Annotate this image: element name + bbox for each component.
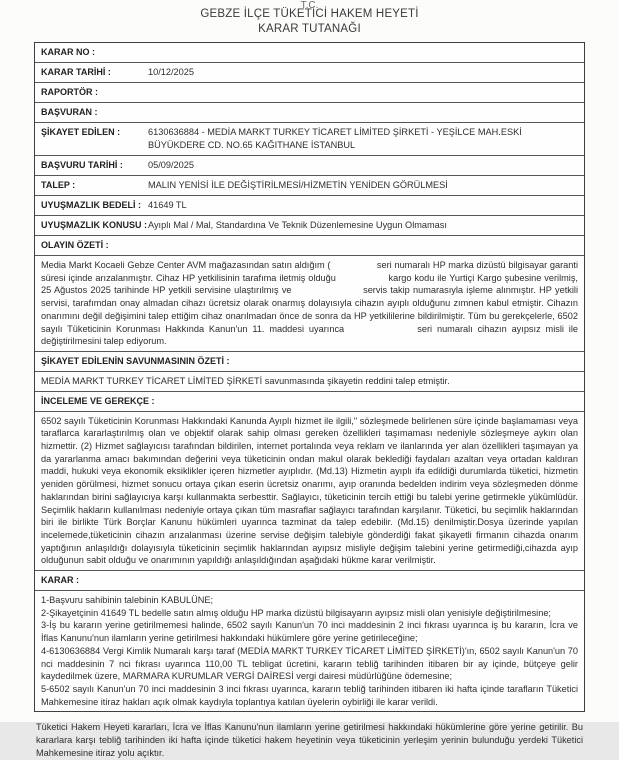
inceleme-paragraph: 6502 sayılı Tüketicinin Korunması Hakkındaki Kanunda Ayıplı hizmet ile ilgili," sözleşmede belirlenen süre içinde başlamaması veya taraflarca kararlaştırılmış olan ve objektif olarak sahip olması gereken özellikleri taşımaması nedeniyle sözleşmeye aykırı olan hizmettir. (2) Hizmet sağlayıcısı tarafından bildirilen, internet portalında veya reklam ve ilanlarında yer alan özellikleri taşımayan ya da yararlanma amacı bakımından değerini veya tüketicinin ondan makul olarak beklediği faydaları azaltan veya ortadan kaldıran maddi, hukuki veya ekonomik eksiklikler içeren hizmetler ayıplıdır. (Md.13) Hizmetin ayıplı ifa edildiği durumlarda tüketici, hizmetin yeniden görülmesi, hizmet sonucu ortaya çıkan eserin ücretsiz onarımı, ayıp oranında bedelden indirim veya sözleşmeden dönme haklarından birini sağlayıcıya karşı kullanmakta serbesttir. Sağlayıcı, tüketicinin tercih ettiği bu talebi yerine getirmekle yükümlüdür. Seçimlik hakların kullanılması nedeniyle ortaya çıkan tüm masraflar sağlayıcı tarafından karşılanır. Tüketici, bu seçimlik haklarından biri ile birlikte Türk Borçlar Kanunu hükümleri uyarınca tazminat da talep edebilir. (Md.15) denilmiştir.Dosya üzerinde yapılan incelemede,tüketicinin cihazın arızalanması üzerine servise değişim talebiyle gönderdiği fakat şikayetli firmanın cihazda onarım yaptığının anlaşıldığı dolayısıyla tüketicinin seçimlik haklarından ayıpsız misliyle değişim talebini yerine getirmediği,cihazda ayıp olduğunun sabit olduğu ve onarımının yapıldığı anlaşıldığından aşağıdaki hükme karar verilmiştir. (41, 415, 581, 566)
field-row-karar-tarihi (35, 63, 584, 83)
field-label: RAPORTÖR : (41, 87, 98, 97)
field-value: 41649 TL (148, 200, 187, 210)
field-row-talep (35, 176, 584, 196)
field-value: 10/12/2025 (148, 67, 194, 77)
field-row-basvuru-tarihi (35, 156, 584, 176)
footer-note: Tüketici Hakem Heyeti kararları, İcra ve İflas Kanunu'nun ilamların yerine getirilmesi hakkındaki hükümlerine göre yerine getirilir. Bu kararlara karşı tebliğ tarihinden iki hafta içinde tüketici hakem heyetinin veya tüketicinin yerleşim yerinin bulunduğu yerdeki Tüketici Mahkemesine itiraz yolu açıktır. (36, 722, 583, 759)
tc-label: T.C. (300, 0, 319, 11)
field-value: Ayıplı Mal / Mal, Standardına Ve Teknik Düzenlemesine Uygun Olmaması (148, 220, 447, 230)
document-title-line1: GEBZE İLÇE TÜKETİCİ HAKEM HEYETİ (200, 8, 419, 20)
olay-paragraph: Media Markt Kocaeli Gebze Center AVM mağazasından satın aldığım ( seri numaralı HP marka dizüstü bilgisayar garanti süresi içinde arızalanmıştır. Cihaz HP yetkilisinin tarafıma iletmiş olduğu kargo kodu ile Yurtiçi Kargo şubesine verilmiş, 25 Ağustos 2025 tarihinde HP yetkili servisine ulaştırılmış ve servis takip numarasıyla işleme alınmıştır. HP yetkili servisi, tarafımdan onay almadan cihazı ücretsiz olarak onarmış dolayısıyla cihazın ayıplı olduğunu zımnen kabul etmiştir. Cihazın onarımını değil değişimini talep ettiğim cihaz onarılmadan önce de sonra da HP yetkililerine bildirilmiştir. Tüm bu gerekçelerle, 6502 sayılı Tüketicinin Korunması Hakkında Kanun'un 11. maddesi uyarınca seri numaralı cihazın ayıpsız misli ile değiştirilmesini talep ediyorum. (41, 260, 581, 347)
field-label: KARAR TARİHİ : (41, 67, 111, 77)
field-label: UYUŞMAZLIK BEDELİ : (41, 200, 141, 210)
section-heading-savunma-ozeti (35, 352, 584, 372)
field-value: 05/09/2025 (148, 160, 194, 170)
field-value: 6130636884 - MEDİA MARKT TURKEY TİCARET LİMİTED ŞİRKETİ - YEŞİLCE MAH.ESKİ BÜYÜKDERE CD. NO.65 KAĞITHANE İSTANBUL (148, 127, 522, 150)
field-label: BAŞVURU TARİHİ : (41, 160, 123, 170)
savunma-paragraph: MEDİA MARKT TURKEY TİCARET LİMİTED ŞİRKETİ savunmasında şikayetin reddini talep etmiştir. (41, 375, 450, 386)
field-label: TALEP : (41, 180, 76, 190)
section-body-olayin-ozeti (35, 256, 584, 352)
decision-item-1: 1-Başvuru sahibinin talebinin KABULÜNE; (41, 595, 214, 606)
decision-item-3: 3-İş bu kararın yerine getirilmemesi halinde, 6502 sayılı Kanun'un 70 inci maddesinin 2 inci fıkrası uyarınca iş bu kararın, İcra ve İflas Kanunu'nun ilamların yerine getirilmesi hakkındaki hükümlere göre yerine getirileceğine; (41, 620, 581, 644)
section-body-savunma-ozeti (35, 372, 584, 392)
decision-item-5: 5-6502 sayılı Kanun'un 70 inci maddesinin 3 inci fıkrası uyarınca, kararın tebliğ tarihinden itibaren iki hafta içinde tarafların Tüketici Mahkemesine itiraz hakları açık olmak kaydıyla toplantıya katılan üyelerin oybirliği ile karar verildi. (41, 683, 581, 707)
section-heading-label: ŞİKAYET EDİLENİN SAVUNMASININ ÖZETİ : (41, 355, 230, 366)
field-label: ŞİKAYET EDİLEN : (41, 127, 121, 137)
document-title-line2: KARAR TUTANAĞI (258, 23, 361, 35)
section-heading-karar (35, 571, 584, 591)
field-row-sikayet-edilen (35, 123, 584, 156)
section-heading-inceleme-gerekce (35, 392, 584, 412)
section-heading-label: İNCELEME VE GEREKÇE : (41, 395, 155, 406)
field-row-basvuran (35, 103, 584, 123)
field-value: MALIN YENİSİ İLE DEĞİŞTİRİLMESİ/HİZMETİN YENİDEN GÖRÜLMESİ (148, 180, 448, 190)
decision-item-4: 4-6130636884 Vergi Kimlik Numaralı karşı taraf (MEDİA MARKT TURKEY TİCARET LİMİTED ŞİRKETİ)'ın, 6502 sayılı Kanun'un 70 nci maddesinin 7 nci fıkrası uyarınca 110,00 TL tebligat ücretini, kararın tebliğ tarihinden itibaren bir ay içinde, bütçeye gelir kaydedilmek üzere, MARMARA KURUMLAR VERGİ DAİRESİ vergi dairesi müdürlüğüne ödemesine; (41, 645, 581, 682)
field-row-uyusmazlik-bedeli (35, 196, 584, 216)
section-heading-label: KARAR : (41, 575, 79, 586)
section-body-inceleme-gerekce (35, 412, 584, 571)
field-row-uyusmazlik-konusu (35, 216, 584, 236)
field-label: KARAR NO : (41, 47, 95, 57)
field-row-karar-no (35, 43, 584, 63)
section-heading-label: OLAYIN ÖZETİ : (41, 240, 109, 250)
field-label: UYUŞMAZLIK KONUSU : (41, 220, 147, 230)
field-label: BAŞVURAN : (41, 107, 98, 117)
decision-item-2: 2-Şikayetçinin 41649 TL bedelle satın almış olduğu HP marka dizüstü bilgisayarın ayıpsız misli olan yenisiyle değiştirilmesine; (41, 607, 551, 618)
section-body-karar (35, 591, 584, 711)
field-row-raportor (35, 83, 584, 103)
section-heading-olayin-ozeti (35, 236, 584, 256)
decision-table (34, 42, 585, 712)
top-partial-text (34, 0, 585, 11)
